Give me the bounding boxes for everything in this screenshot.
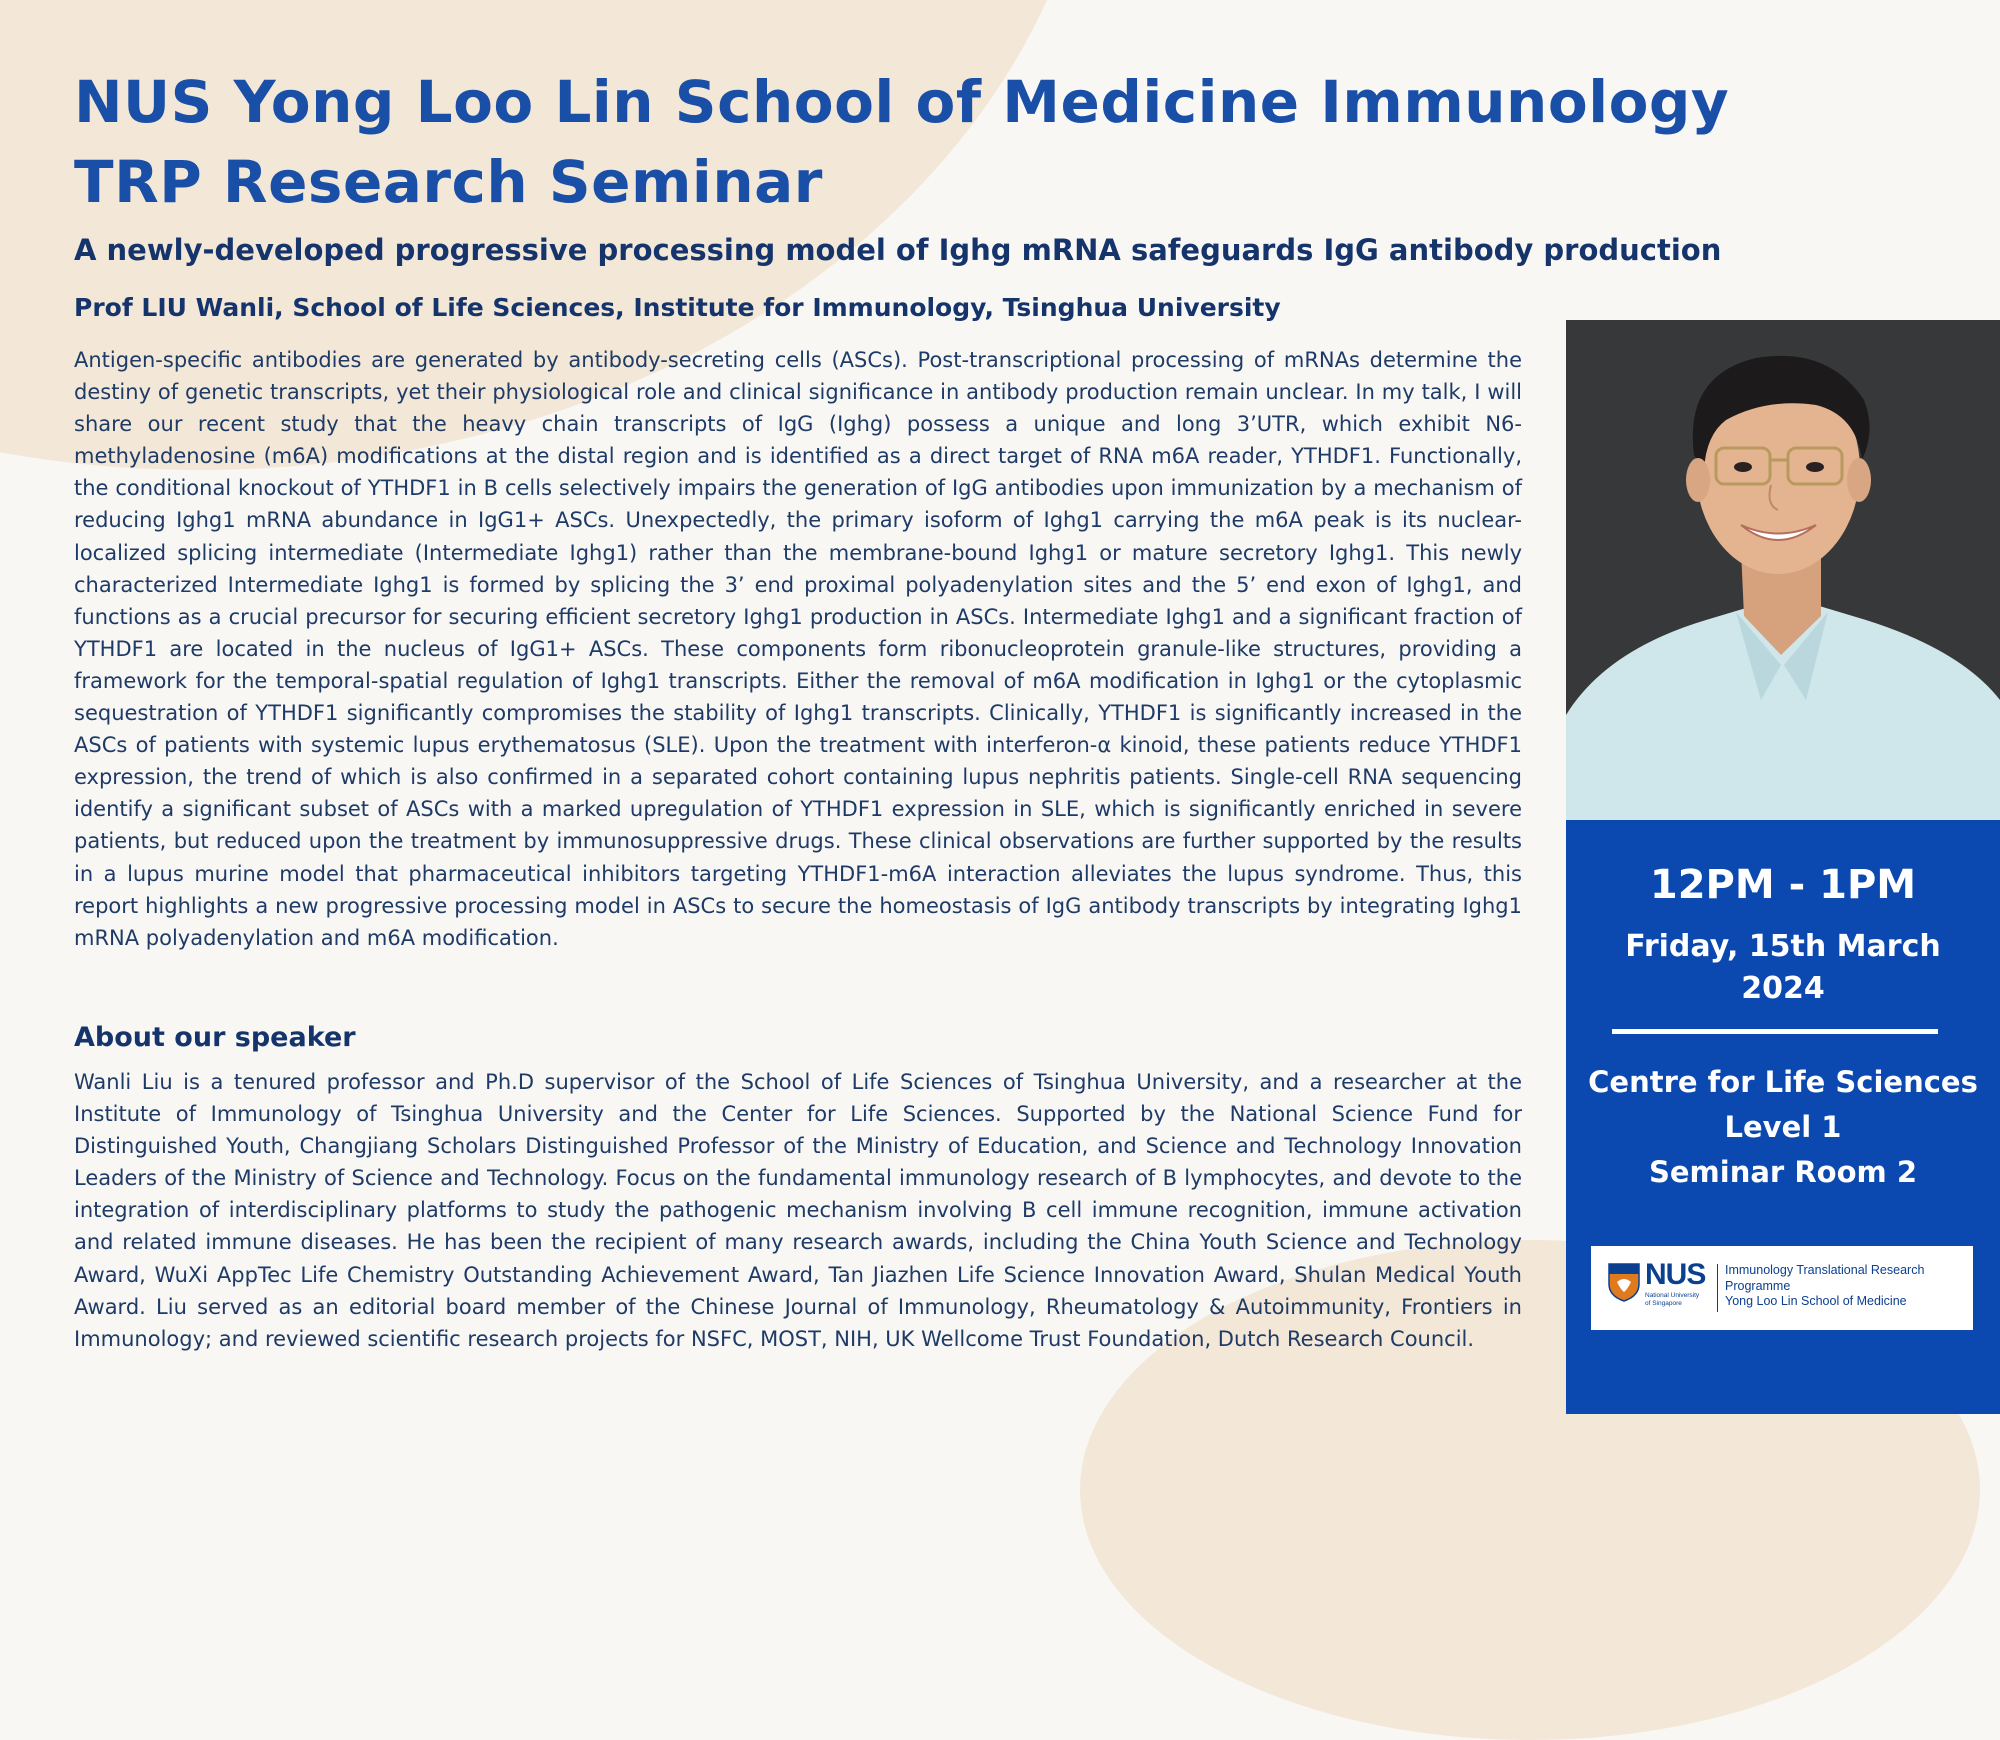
seminar-title: NUS Yong Loo Lin School of Medicine Immunology TRP Research Seminar [74, 68, 1730, 216]
panel-divider [1612, 1029, 1938, 1034]
nus-crest-icon [1607, 1262, 1641, 1302]
event-time: 12PM - 1PM [1649, 862, 1917, 908]
speaker-portrait-image [1566, 320, 2000, 820]
event-details-panel [1566, 820, 2000, 1414]
speaker-bio: Wanli Liu is a tenured professor and Ph.D supervisor of the School of Life Sciences of Tsinghua University, and a researcher at the Institute of Immunology of Tsinghua University and the Center for Life Sciences. Supported by the National Science Fund for Distinguished Youth, Changjiang Scholars Distinguished Professor of the Ministry of Education, and Science and Technology Innovation Leaders of the Ministry of Science and Technology. Focus on the fundamental immunology research of B lymphocytes, and devote to the integration of interdisciplinary platforms to study the pathogenic mechanism involving B cell immune recognition, immune activation and related immune diseases. He has been the recipient of many research awards, including the China Youth Science and Technology Award, WuXi AppTec Life Chemistry Outstanding Achievement Award, Tan Jiazhen Life Science Innovation Award, Shulan Medical Youth Award. Liu served as an editorial board member of the Chinese Journal of Immunology, Rheumatology & Autoimmunity, Frontiers in Immunology; and reviewed scientific research projects for NSFC, MOST, NIH, UK Wellcome Trust Foundation, Dutch Research Council. [74, 1070, 1522, 1351]
logo-separator [1717, 1264, 1718, 1312]
venue-building: Centre for Life Sciences [1588, 1065, 1978, 1099]
logo-university-name: National University of Singapore [1645, 1292, 1700, 1307]
venue-room: Seminar Room 2 [1649, 1155, 1917, 1189]
speaker-affiliation: Prof LIU Wanli, School of Life Sciences, Institute for Immunology, Tsinghua University [74, 293, 1281, 322]
logo-line-3: Yong Loo Lin School of Medicine [1725, 1294, 1907, 1308]
event-venue [1576, 1060, 1990, 1195]
programme-logo [1591, 1246, 1973, 1330]
logo-programme-text [1725, 1263, 1965, 1310]
event-date: Friday, 15th March 2024 [1625, 929, 1941, 1006]
talk-title: A newly-developed progressive processing model of Ighg mRNA safeguards IgG antibody production [74, 233, 1722, 267]
abstract-text: Antigen-specific antibodies are generated by antibody-secreting cells (ASCs). Post-transcriptional processing of mRNAs determine the destiny of genetic transcripts, yet their physiological role and clinical significance in antibody production remain unclear. In my talk, I will share our recent study that the heavy chain transcripts of IgG (Ighg) possess a unique and long 3’UTR, which exhibit N6-methyladenosine (m6A) modifications at the distal region and is identified as a direct target of RNA m6A reader, YTHDF1. Functionally, the conditional knockout of YTHDF1 in B cells selectively impairs the generation of IgG antibodies upon immunization by a mechanism of reducing Ighg1 mRNA abundance in IgG1+ ASCs. Unexpectedly, the primary isoform of Ighg1 carrying the m6A peak is its nuclear-localized splicing intermediate (Intermediate Ighg1) rather than the membrane-bound Ighg1 or mature secretory Ighg1. This newly characterized Intermediate Ighg1 is formed by splicing the 3’ end proximal polyadenylation sites and the 5’ end exon of Ighg1, and functions as a crucial precursor for securing efficient secretory Ighg1 production in ASCs. Intermediate Ighg1 and a significant fraction of YTHDF1 are located in the nucleus of IgG1+ ASCs. These components form ribonucleoprotein granule-like structures, providing a framework for the temporal-spatial regulation of Ighg1 transcripts. Either the removal of m6A modification in Ighg1 or the cytoplasmic sequestration of YTHDF1 significantly compromises the stability of Ighg1 transcripts. Clinically, YTHDF1 is significantly increased in the ASCs of patients with systemic lupus erythematosus (SLE). Upon the treatment with interferon-α kinoid, these patients reduce YTHDF1 expression, the trend of which is also confirmed in a separated cohort containing lupus nephritis patients. Single-cell RNA sequencing identify a significant subset of ASCs with a marked upregulation of YTHDF1 expression in SLE, which is significantly enriched in severe patients, but reduced upon the treatment by immunosuppressive drugs. These clinical observations are further supported by the results in a lupus murine model that pharmaceutical inhibitors targeting YTHDF1-m6A interaction alleviates the lupus syndrome. Thus, this report highlights a new progressive processing model in ASCs to secure the homeostasis of IgG antibody transcripts by integrating Ighg1 mRNA polyadenylation and m6A modification. [74, 348, 1522, 950]
logo-wordmark: NUS [1645, 1258, 1706, 1291]
logo-line-2: Programme [1725, 1278, 1791, 1293]
speaker-photo [1566, 320, 2000, 820]
about-speaker-heading: About our speaker [74, 1022, 356, 1053]
logo-line-1: Immunology Translational Research [1725, 1263, 1925, 1277]
venue-level: Level 1 [1724, 1110, 1842, 1144]
